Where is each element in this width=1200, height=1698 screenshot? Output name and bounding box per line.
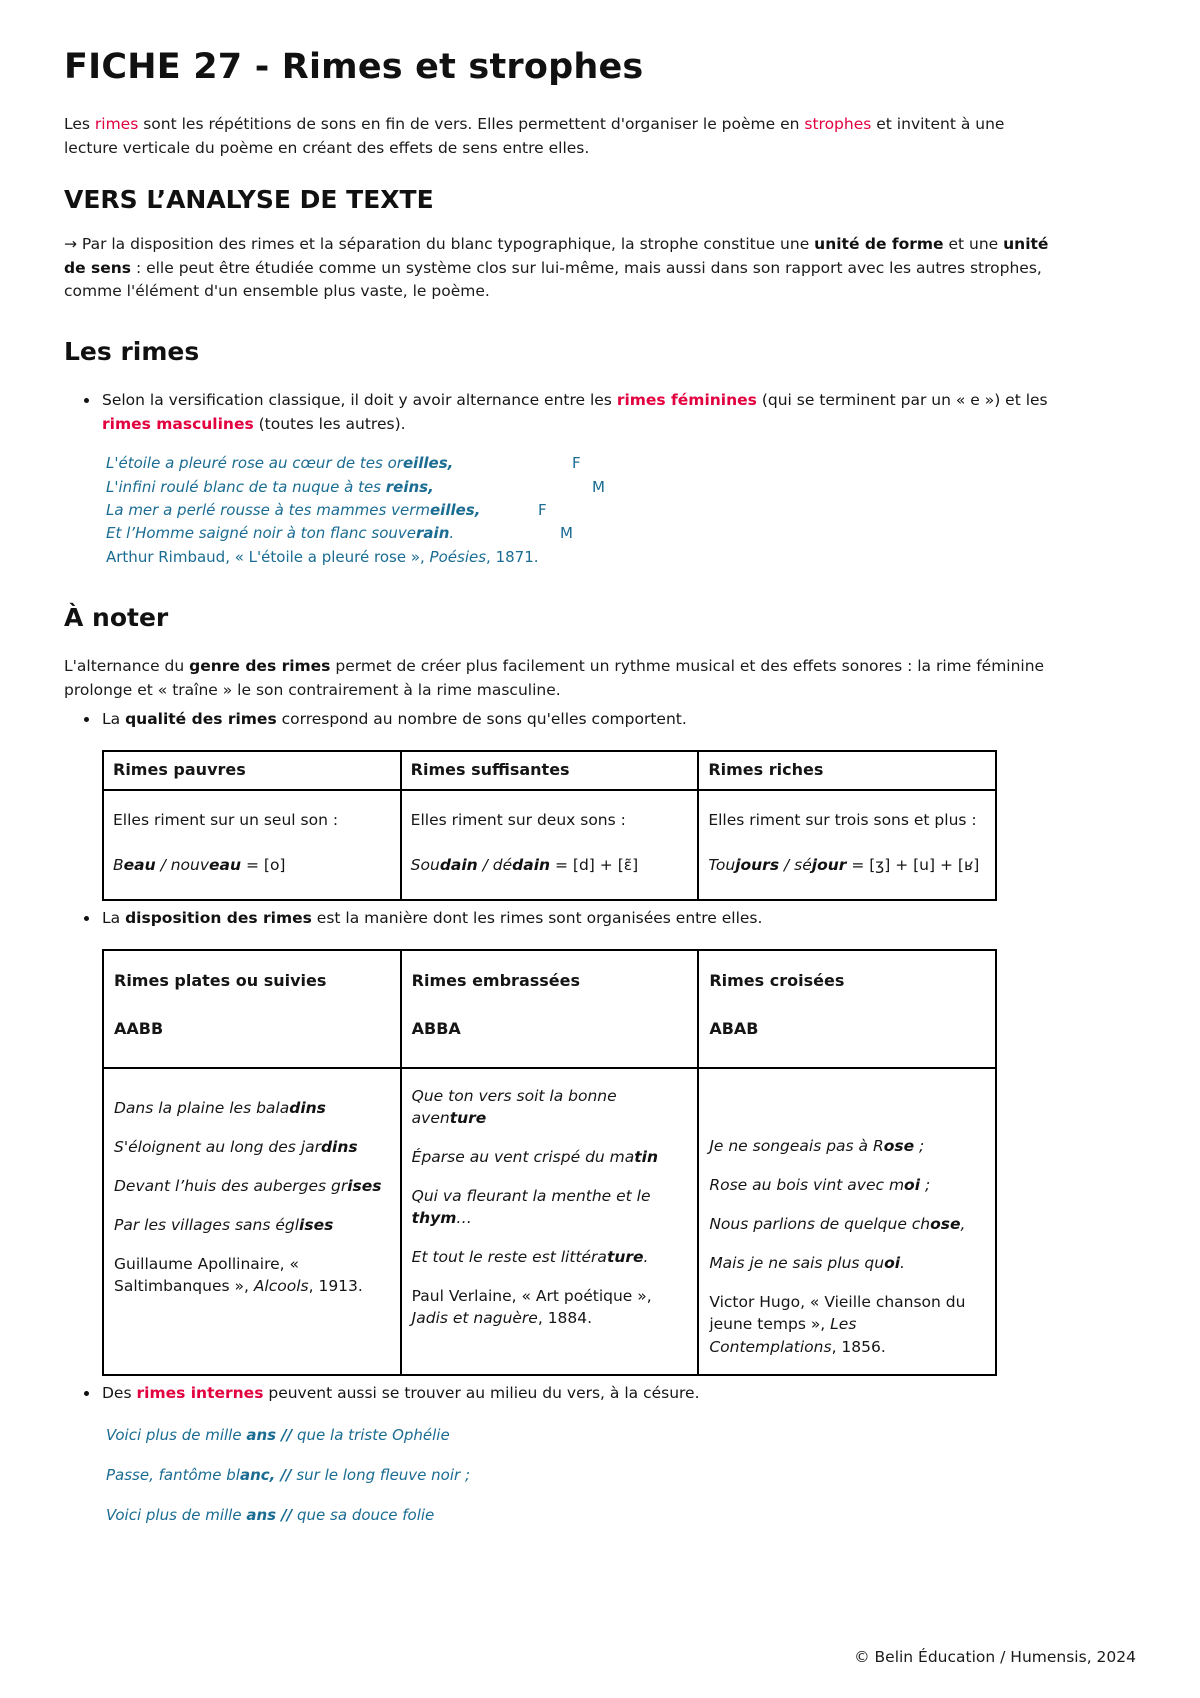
source-post: , 1856. [831, 1337, 886, 1356]
bullet-list-rimes [64, 389, 1060, 436]
rime-gender-marker: M [560, 524, 573, 543]
line-pre: Éparse au vent crispé du ma [411, 1147, 635, 1166]
line-rime: ises [347, 1176, 382, 1195]
b1-text-2: (qui se terminent par un « e ») et les [756, 391, 1048, 410]
ex-bold-2: dain [512, 855, 551, 874]
line-post: sur le long fleuve noir ; [291, 1465, 471, 1484]
line-rime: thym [411, 1208, 457, 1227]
ex-pre: Tou [708, 855, 736, 874]
quote-verse [106, 522, 546, 545]
b1-text-1: Selon la versification classique, il doit y avoir alternance entre les [102, 391, 617, 410]
bq-text-2: correspond au nombre de sons qu'elles comportent. [276, 710, 687, 729]
copyright-footer: © Belin Éducation / Humensis, 2024 [854, 1648, 1136, 1666]
verse-rime: eilles, [430, 500, 481, 519]
verse-pre: L'infini roulé blanc de ta nuque à tes [106, 477, 386, 496]
page-title: FICHE 27 - Rimes et strophes [64, 47, 644, 87]
bd-bold-1: disposition des rimes [125, 909, 312, 928]
ex-bold-2: jour [811, 855, 847, 874]
poem-line [709, 1135, 985, 1157]
ex-bold-1: jours [735, 855, 780, 874]
ex-mid: / sé [779, 855, 812, 874]
line-rime: ises [299, 1215, 334, 1234]
quote-line [106, 499, 1060, 522]
an-text-2: permet de créer plus facilement un rythme musical et des effets sonores : la rime féminine prolonge et « traîne » le son contrairement à la rime masculine. [64, 657, 1045, 699]
table-header-row [103, 950, 996, 1068]
quote-verse [106, 452, 558, 475]
quote-interne-line-1 [106, 1425, 1060, 1446]
bullet-item-rimes-internes [102, 1382, 1060, 1406]
line-rime: dins [289, 1098, 326, 1117]
source-title: Les Contemplations [709, 1315, 857, 1356]
ex-pre: B [113, 855, 124, 874]
line-rime: ture [606, 1247, 644, 1266]
cell-description: Elles riment sur deux sons : [410, 810, 626, 829]
header-rhyme-code: ABBA [411, 1018, 461, 1038]
poem-line [709, 1174, 985, 1196]
header-label: Rimes embrassées [411, 970, 581, 990]
source-title: Alcools [253, 1277, 309, 1296]
line-pre: Passe, fantôme bl [106, 1465, 240, 1484]
intro-text-1: Les [64, 115, 95, 134]
bullet-item-versification [102, 389, 1060, 436]
vers-analyse-paragraph [64, 233, 1054, 304]
ex-bold-2: eau [209, 855, 242, 874]
section-heading-a-noter: À noter [64, 602, 169, 632]
line-pre: Que ton vers soit la bonne aven [411, 1086, 617, 1127]
keyword-rimes-feminines: rimes féminines [616, 391, 757, 410]
keyword-rimes: rimes [94, 115, 139, 134]
section-heading-vers-analyse: VERS L’ANALYSE DE TEXTE [64, 185, 434, 215]
poem-line [114, 1214, 390, 1236]
column-header-rimes-riches: Rimes riches [698, 751, 996, 790]
quote-source [106, 546, 1060, 569]
line-pre: Je ne songeais pas à R [709, 1136, 884, 1155]
an-text-1: L'alternance du [64, 657, 190, 676]
keyword-strophes: strophes [804, 115, 872, 134]
quote-interne-line-2 [106, 1465, 1060, 1486]
line-pre: Nous parlions de quelque ch [709, 1214, 931, 1233]
intro-text-2: sont les répétitions de sons en fin de vers. Elles permettent d'organiser le poème en [138, 115, 805, 134]
table-disposition-des-rimes [102, 949, 997, 1376]
line-rime: oi [884, 1253, 901, 1272]
va-text-1: Par la disposition des rimes et la séparation du blanc typographique, la strophe constitue une [77, 235, 815, 254]
column-header-rimes-pauvres: Rimes pauvres [103, 751, 401, 790]
rime-gender-marker: F [572, 454, 581, 473]
line-post: ; [914, 1136, 925, 1155]
source-title: Jadis et naguère [411, 1309, 538, 1328]
source-title: Poésies [429, 548, 487, 567]
an-bold-1: genre des rimes [189, 657, 331, 676]
source-pre: Victor Hugo, « Vieille chanson du jeune temps », [709, 1292, 966, 1334]
table-header-row [103, 751, 996, 790]
line-pre: Et tout le reste est littéra [411, 1247, 607, 1266]
cell-example [411, 854, 690, 877]
line-pre: Devant l’huis des auberges gr [114, 1176, 348, 1195]
poem-source [412, 1285, 688, 1330]
line-rime: ose [930, 1214, 961, 1233]
bq-text-1: La [102, 710, 126, 729]
line-post: que la triste Ophélie [292, 1425, 450, 1444]
ex-mid: / nouv [155, 855, 210, 874]
line-pre: Qui va fleurant la menthe et le [411, 1186, 651, 1205]
verse-pre: Et l’Homme saigné noir à ton flanc souve [106, 524, 417, 543]
poem-line [114, 1136, 390, 1158]
source-pre: Guillaume Apollinaire, « Saltimbanques », [114, 1254, 300, 1296]
quote-line [106, 476, 1060, 499]
ex-post: = [d] + [ɛ̃] [550, 855, 639, 874]
table-row [103, 790, 996, 901]
line-post: , [960, 1214, 966, 1233]
source-post: , 1913. [308, 1277, 363, 1296]
poem-line [412, 1146, 688, 1168]
quote-line [106, 452, 1060, 475]
va-text-2: et une [943, 235, 1004, 254]
va-text-3: : elle peut être étudiée comme un système clos sur lui-même, mais aussi dans son rapport avec les autres strophes, comme l'élément d'un ensemble plus vaste, le poème. [64, 258, 1042, 301]
verse-pre: L'étoile a pleuré rose au cœur de tes or [106, 454, 403, 473]
verse-pre: La mer a perlé rousse à tes mammes verm [106, 500, 430, 519]
line-cesure: ans // [246, 1506, 293, 1525]
bq-bold-1: qualité des rimes [125, 710, 277, 729]
line-pre: S'éloignent au long des jar [114, 1137, 321, 1156]
line-pre: Mais je ne sais plus qu [709, 1253, 885, 1272]
line-rime: tin [634, 1147, 659, 1166]
quote-interne-line-3 [106, 1505, 1060, 1526]
va-bold-2: unité de sens [64, 235, 1049, 277]
line-post: ; [920, 1175, 931, 1194]
table-header [103, 950, 996, 1068]
line-pre: Rose au bois vint avec m [709, 1175, 905, 1194]
ex-post: = [o] [241, 855, 286, 874]
quote-line [106, 522, 1060, 545]
column-header-rimes-croisees [698, 950, 996, 1068]
poem-source [114, 1253, 390, 1298]
ex-bold-1: eau [123, 855, 156, 874]
verse-rime: eilles, [402, 454, 454, 473]
header-label: Rimes croisées [709, 970, 845, 990]
source-pre: Arthur Rimbaud, « L'étoile a pleuré rose », [106, 548, 430, 567]
table-cell-poem-verlaine [401, 1068, 699, 1375]
va-bold-1: unité de forme [814, 235, 944, 254]
line-post: … [456, 1208, 472, 1227]
quote-verse [106, 499, 524, 522]
rime-gender-marker: F [538, 500, 547, 519]
keyword-rimes-internes: rimes internes [136, 1384, 264, 1403]
line-post: que sa douce folie [292, 1506, 435, 1525]
header-rhyme-code: AABB [114, 1018, 164, 1038]
poem-line [412, 1085, 688, 1129]
bd-text-2: est la manière dont les rimes sont organisées entre elles. [311, 909, 763, 928]
line-post: . [643, 1247, 649, 1266]
line-rime: ose [883, 1136, 915, 1155]
header-rhyme-code: ABAB [709, 1018, 759, 1038]
line-cesure: anc, // [239, 1465, 292, 1484]
bullet-list-internes [64, 1382, 1060, 1406]
line-pre: Par les villages sans égl [114, 1215, 300, 1234]
keyword-rimes-masculines: rimes masculines [102, 414, 254, 433]
line-pre: Voici plus de mille [106, 1425, 247, 1444]
line-pre: Voici plus de mille [106, 1506, 247, 1525]
verse-post: . [449, 524, 455, 543]
ex-bold-1: dain [439, 855, 478, 874]
table-cell-suffisantes [401, 790, 699, 901]
table-row [103, 1068, 996, 1375]
poem-line [412, 1246, 688, 1268]
header-label: Rimes plates ou suivies [114, 970, 327, 990]
table-body [103, 1068, 996, 1375]
line-rime: ture [449, 1108, 487, 1127]
cell-example [708, 854, 987, 877]
source-post: , 1884. [537, 1309, 593, 1328]
table-cell-poem-hugo [698, 1068, 996, 1375]
poem-line [709, 1252, 985, 1274]
line-pre: Dans la plaine les bala [114, 1098, 290, 1117]
ex-pre: Sou [410, 855, 440, 874]
intro-paragraph [64, 113, 1054, 160]
poem-line [412, 1185, 688, 1229]
line-cesure: ans // [246, 1425, 293, 1444]
poem-line [114, 1175, 390, 1197]
table-qualite-des-rimes [102, 750, 997, 902]
ex-post: = [ʒ] + [u] + [ʁ] [846, 855, 980, 874]
column-header-rimes-embrassees [401, 950, 699, 1068]
source-pre: Paul Verlaine, « Art poétique », [411, 1286, 652, 1305]
column-header-rimes-plates [103, 950, 401, 1068]
intro-text-3: et invitent à une lecture verticale du poème en créant des effets de sens entre elles. [64, 115, 1005, 157]
rime-gender-marker: M [592, 477, 605, 496]
poem-quote-rimbaud [106, 452, 1060, 569]
b1-text-3: (toutes les autres). [253, 414, 406, 433]
line-post: . [900, 1253, 905, 1272]
bullet-list-qualite [64, 708, 1060, 732]
bi-text-1: Des [102, 1384, 137, 1403]
table-body [103, 790, 996, 901]
cell-description: Elles riment sur un seul son : [113, 810, 339, 829]
table-cell-riches [698, 790, 996, 901]
cell-description: Elles riment sur trois sons et plus : [708, 810, 977, 829]
table-cell-pauvres [103, 790, 401, 901]
ex-mid: / dé [477, 855, 513, 874]
bullet-item-qualite [102, 708, 1060, 732]
bullet-list-disposition [64, 907, 1060, 931]
verse-rime: reins, [385, 477, 434, 496]
bi-text-2: peuvent aussi se trouver au milieu du vers, à la césure. [263, 1384, 700, 1403]
verse-rime: rain [416, 524, 450, 543]
line-rime: oi [904, 1175, 921, 1194]
poem-line [709, 1213, 985, 1235]
bullet-item-disposition [102, 907, 1060, 931]
a-noter-paragraph [64, 655, 1054, 702]
column-header-rimes-suffisantes: Rimes suffisantes [401, 751, 699, 790]
poem-line [114, 1097, 390, 1119]
section-heading-les-rimes: Les rimes [64, 336, 200, 366]
table-cell-poem-apollinaire [103, 1068, 401, 1375]
quote-verse [106, 476, 578, 499]
arrow-icon: → [64, 235, 77, 254]
table-header [103, 751, 996, 790]
cell-example [113, 854, 392, 877]
bd-text-1: La [102, 909, 126, 928]
poem-source [709, 1291, 985, 1358]
source-post: , 1871. [486, 548, 539, 567]
line-rime: dins [320, 1137, 358, 1156]
